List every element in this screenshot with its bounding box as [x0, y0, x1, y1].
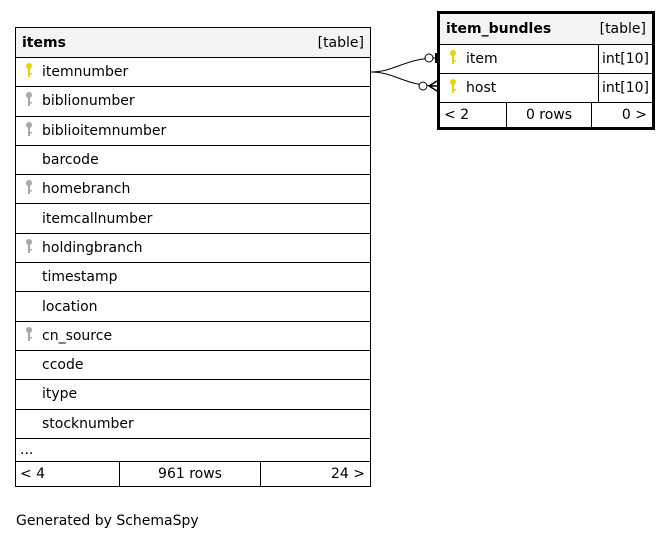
- items-row-count: 961 rows: [119, 462, 261, 486]
- items-column-name: itemnumber: [42, 64, 129, 81]
- items-column-name: stocknumber: [42, 415, 134, 432]
- items-column-name: barcode: [42, 152, 99, 169]
- relationship-host-to-itemnumber[interactable]: [371, 72, 437, 86]
- item-bundles-table-name[interactable]: item_bundles: [446, 21, 552, 37]
- items-column-name: homebranch: [42, 181, 131, 198]
- items-more-columns: ...: [16, 439, 370, 462]
- items-column-name: location: [42, 298, 98, 315]
- items-column-name: biblionumber: [42, 93, 135, 110]
- items-column-name: ccode: [42, 357, 84, 374]
- items-table-name[interactable]: items: [22, 34, 66, 51]
- items-parents-link[interactable]: < 4: [20, 465, 46, 482]
- item-bundles-column-name: item: [466, 51, 498, 67]
- item-bundles-table-kind: [table]: [599, 21, 646, 37]
- generated-by-footer: Generated by SchemaSpy: [16, 513, 199, 529]
- items-column-name: cn_source: [42, 327, 113, 344]
- relationship-item-optional-marker: [425, 54, 433, 62]
- items-table-kind: [table]: [317, 34, 364, 51]
- items-column-name: timestamp: [42, 269, 118, 286]
- item-bundles-column-type: int[10]: [598, 45, 652, 73]
- item-bundles-column-type: int[10]: [598, 74, 652, 102]
- item-bundles-parents-link[interactable]: < 2: [444, 107, 470, 123]
- items-column-name: biblioitemnumber: [42, 122, 167, 139]
- items-children-link[interactable]: 24 >: [331, 465, 365, 482]
- relationship-host-optional-marker: [419, 82, 427, 90]
- item-bundles-row-count: 0 rows: [506, 103, 592, 127]
- items-column-name: holdingbranch: [42, 239, 143, 256]
- items-column-name: itype: [42, 386, 78, 403]
- item-bundles-children-link[interactable]: 0 >: [621, 107, 647, 123]
- item-bundles-column-name: host: [466, 80, 497, 96]
- items-column-name: itemcallnumber: [42, 210, 153, 227]
- relationship-host-many-marker: [429, 81, 437, 91]
